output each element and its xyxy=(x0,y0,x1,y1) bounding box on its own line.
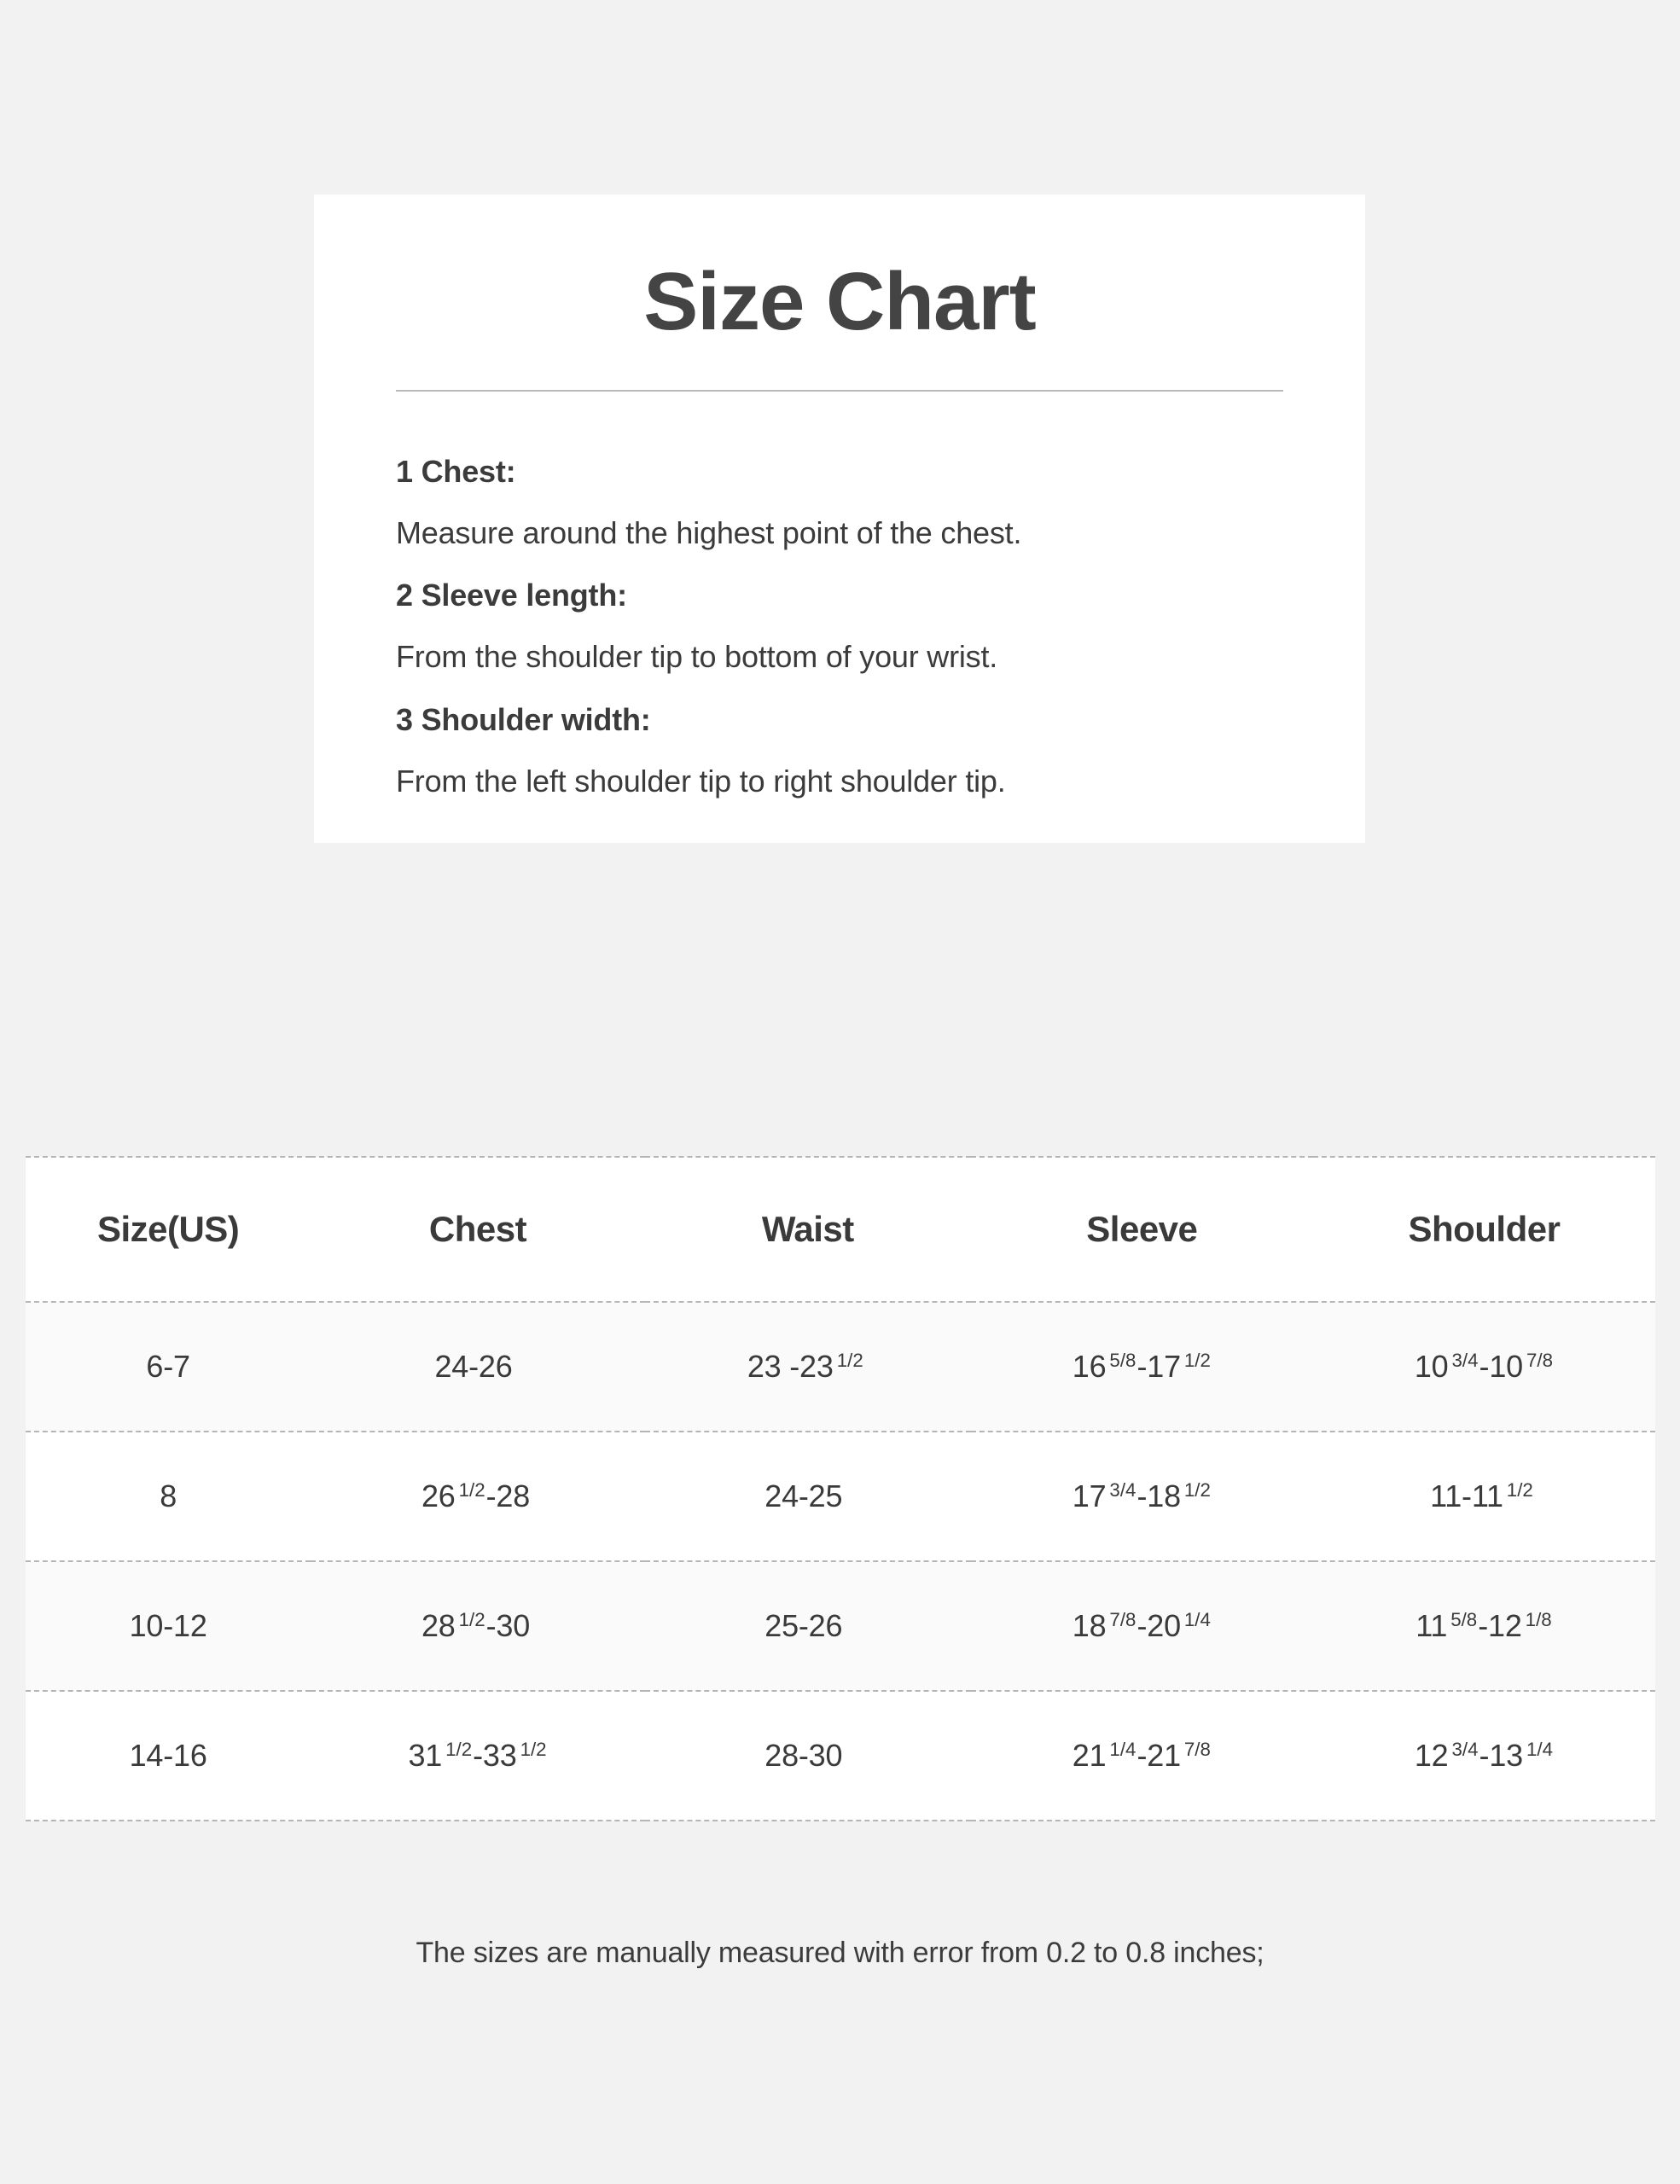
cell-sleeve xyxy=(971,1561,1313,1691)
column-header-waist: Waist xyxy=(645,1157,971,1302)
value-main: 25-26 xyxy=(764,1608,843,1643)
instruction-3-text: From the left shoulder tip to right shoulder tip. xyxy=(396,763,1006,799)
value-second: -12 xyxy=(1478,1608,1522,1643)
size-table xyxy=(26,1156,1655,1821)
value-main: 11-11 xyxy=(1430,1478,1503,1513)
cell-size: 14-16 xyxy=(26,1691,311,1821)
size-table-container xyxy=(26,1156,1655,1821)
value-fraction: 3/4 xyxy=(1109,1478,1136,1501)
value-fraction: 1/2 xyxy=(458,1478,485,1501)
measurement-disclaimer: The sizes are manually measured with error from 0.2 to 0.8 inches; xyxy=(416,1937,1264,1969)
value-main: 18 xyxy=(1072,1608,1107,1643)
value-main: 21 xyxy=(1072,1738,1107,1773)
table-row xyxy=(26,1561,1655,1691)
instruction-3-heading: 3 Shoulder width: xyxy=(396,701,651,737)
value-main: 26 xyxy=(421,1478,456,1513)
value-main: 16 xyxy=(1072,1349,1107,1384)
table-row xyxy=(26,1691,1655,1821)
cell-waist xyxy=(645,1432,971,1561)
value-main: 24-26 xyxy=(434,1349,513,1384)
value-main: 23 -23 xyxy=(747,1349,834,1384)
cell-sleeve xyxy=(971,1691,1313,1821)
value-second: -21 xyxy=(1136,1738,1181,1773)
value-fraction: 1/4 xyxy=(1109,1738,1136,1760)
cell-chest xyxy=(311,1691,645,1821)
size-chart-info-card xyxy=(314,195,1365,843)
instruction-1-heading: 1 Chest: xyxy=(396,453,516,489)
column-header-chest: Chest xyxy=(311,1157,645,1302)
value-fraction: 3/4 xyxy=(1451,1349,1479,1371)
value-fraction-2: 1/2 xyxy=(1183,1478,1211,1501)
value-fraction: 1/2 xyxy=(445,1738,473,1760)
cell-shoulder xyxy=(1313,1302,1655,1432)
value-fraction: 1/2 xyxy=(1506,1478,1533,1501)
cell-size: 6-7 xyxy=(26,1302,311,1432)
cell-waist xyxy=(645,1561,971,1691)
value-main: 12 xyxy=(1414,1738,1449,1773)
cell-chest xyxy=(311,1302,645,1432)
value-second: -33 xyxy=(473,1738,517,1773)
value-second: -28 xyxy=(485,1478,531,1513)
value-fraction-2: 1/4 xyxy=(1183,1608,1211,1630)
cell-sleeve xyxy=(971,1432,1313,1561)
instruction-1-text: Measure around the highest point of the chest. xyxy=(396,514,1022,550)
value-fraction-2: 1/2 xyxy=(520,1738,547,1760)
value-main: 11 xyxy=(1416,1608,1448,1643)
cell-size: 8 xyxy=(26,1432,311,1561)
value-fraction-2: 7/8 xyxy=(1526,1349,1554,1371)
instruction-2-text: From the shoulder tip to bottom of your wrist. xyxy=(396,639,998,675)
value-second: -17 xyxy=(1136,1349,1181,1384)
value-main: 31 xyxy=(408,1738,443,1773)
value-fraction-2: 1/8 xyxy=(1525,1608,1552,1630)
value-main: 28 xyxy=(421,1608,456,1643)
cell-shoulder xyxy=(1313,1561,1655,1691)
cell-chest xyxy=(311,1432,645,1561)
cell-chest xyxy=(311,1561,645,1691)
value-main: 10 xyxy=(1414,1349,1449,1384)
cell-shoulder xyxy=(1313,1691,1655,1821)
value-fraction: 1/2 xyxy=(836,1349,863,1371)
cell-size: 10-12 xyxy=(26,1561,311,1691)
table-row xyxy=(26,1302,1655,1432)
size-table-body xyxy=(26,1302,1655,1821)
value-main: 24-25 xyxy=(764,1478,843,1513)
value-fraction-2: 1/4 xyxy=(1526,1738,1554,1760)
instruction-2-heading: 2 Sleeve length: xyxy=(396,578,627,613)
page-title: Size Chart xyxy=(643,256,1036,347)
column-header-size: Size(US) xyxy=(26,1157,311,1302)
cell-waist xyxy=(645,1302,971,1432)
value-fraction: 7/8 xyxy=(1109,1608,1136,1630)
value-second: -13 xyxy=(1479,1738,1523,1773)
size-table-header xyxy=(26,1157,1655,1302)
cell-waist xyxy=(645,1691,971,1821)
value-fraction: 5/8 xyxy=(1109,1349,1136,1371)
measurement-instructions xyxy=(314,392,1365,805)
value-second: -30 xyxy=(485,1608,531,1643)
column-header-shoulder: Shoulder xyxy=(1313,1157,1655,1302)
value-fraction: 3/4 xyxy=(1451,1738,1479,1760)
value-second: -18 xyxy=(1136,1478,1181,1513)
column-header-sleeve: Sleeve xyxy=(971,1157,1313,1302)
cell-sleeve xyxy=(971,1302,1313,1432)
value-second: -10 xyxy=(1479,1349,1523,1384)
cell-shoulder xyxy=(1313,1432,1655,1561)
table-header-row xyxy=(26,1157,1655,1302)
table-row xyxy=(26,1432,1655,1561)
value-main: 28-30 xyxy=(764,1738,843,1773)
value-fraction: 5/8 xyxy=(1450,1608,1478,1630)
value-fraction: 1/2 xyxy=(458,1608,485,1630)
value-second: -20 xyxy=(1136,1608,1181,1643)
value-fraction-2: 7/8 xyxy=(1183,1738,1211,1760)
value-main: 17 xyxy=(1072,1478,1107,1513)
value-fraction-2: 1/2 xyxy=(1183,1349,1211,1371)
